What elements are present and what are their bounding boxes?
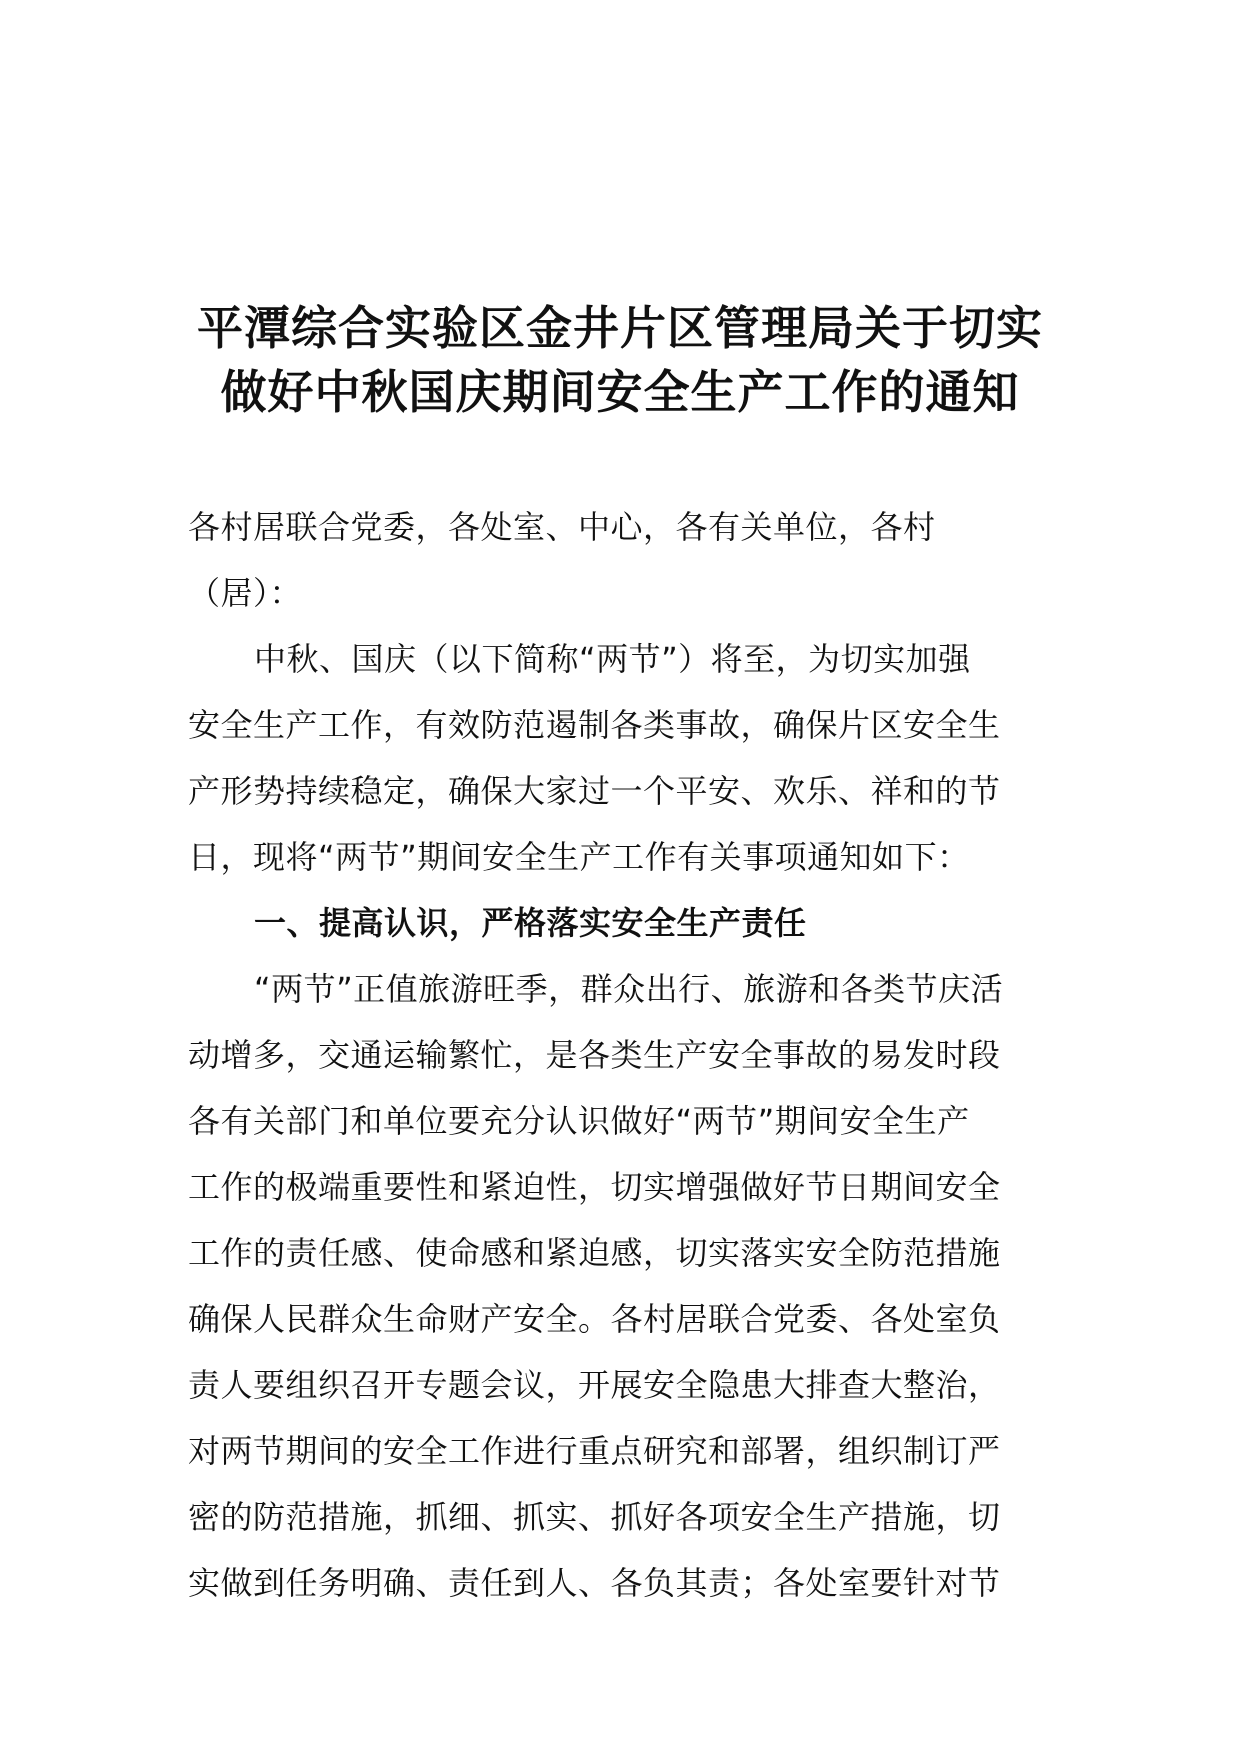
intro-line-4: 日，现将“两节”期间安全生产工作有关事项通知如下： [188, 838, 970, 876]
title-line-1: 平潭综合实验区金井片区管理局关于切实 [197, 301, 1043, 355]
section-heading-1: 一、提高认识，严格落实安全生产责任 [254, 904, 807, 942]
salutation-line-2: （居）： [188, 574, 303, 612]
document-body [188, 494, 1052, 1616]
document-title [150, 296, 1090, 424]
section1-line-5: 工作的责任感、使命感和紧迫感，切实落实安全防范措施 [188, 1234, 1001, 1272]
intro-line-3: 产形势持续稳定，确保大家过一个平安、欢乐、祥和的节 [188, 772, 1001, 810]
section1-line-1: “两节”正值旅游旺季，群众出行、旅游和各类节庆活 [254, 970, 1004, 1008]
intro-line-1: 中秋、国庆（以下简称“两节”）将至，为切实加强 [254, 640, 971, 678]
section1-line-9: 密的防范措施，抓细、抓实、抓好各项安全生产措施，切 [188, 1498, 1001, 1536]
section1-line-6: 确保人民群众生命财产安全。各村居联合党委、各处室负 [188, 1300, 1001, 1338]
salutation-line-1: 各村居联合党委，各处室、中心，各有关单位，各村 [188, 508, 936, 546]
section1-line-7: 责人要组织召开专题会议，开展安全隐患大排查大整治， [188, 1366, 1001, 1404]
section1-line-2: 动增多，交通运输繁忙，是各类生产安全事故的易发时段 [188, 1036, 1001, 1074]
section1-line-4: 工作的极端重要性和紧迫性，切实增强做好节日期间安全 [188, 1168, 1001, 1206]
section1-line-3: 各有关部门和单位要充分认识做好“两节”期间安全生产 [188, 1102, 970, 1140]
section1-line-10: 实做到任务明确、责任到人、各负其责；各处室要针对节 [188, 1564, 1001, 1602]
intro-line-2: 安全生产工作，有效防范遏制各类事故，确保片区安全生 [188, 706, 1001, 744]
section1-line-8: 对两节期间的安全工作进行重点研究和部署，组织制订严 [188, 1432, 1001, 1470]
title-line-2: 做好中秋国庆期间安全生产工作的通知 [220, 365, 1020, 419]
